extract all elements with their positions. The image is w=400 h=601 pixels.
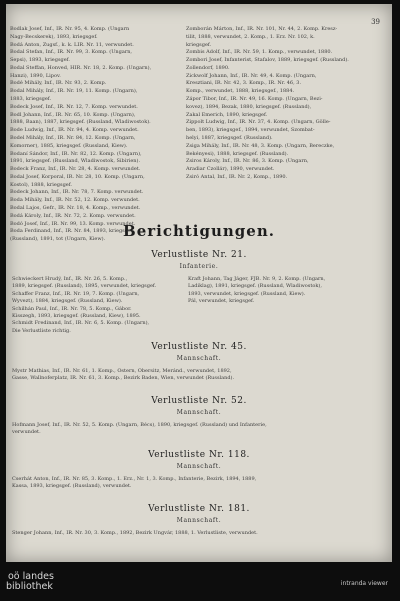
section-verlustliste-21 xyxy=(6,250,392,336)
entry-line: Wyvezt), 1884, kriegsgef. (Russland, Kiew). xyxy=(12,298,123,305)
entry-line: Zápor Tibor, Inf., IR. Nr. 49, 16. Komp. (Ungarn, Bezi- xyxy=(186,96,323,103)
section-verlustliste-181 xyxy=(6,504,392,537)
section-21-right xyxy=(188,276,384,306)
section-verlustliste-52 xyxy=(6,396,392,437)
section-verlustliste-45 xyxy=(6,342,392,383)
entry-line: Schaffer Franz, Inf., IR. Nr. 19, 7. Komp. (Ungarn, xyxy=(12,290,140,297)
section-subheading: Mannschaft. xyxy=(176,517,222,524)
entry-line: Bodal Mihály, Inf., IR. Nr. 19, 11. Komp. (Ungarn), xyxy=(10,88,138,95)
entry-line: Kassa, 1893, kriegsgef. (Russland), verwundet. xyxy=(12,483,132,490)
entry-line: Komorner), 1885, kriegsgef. (Russland, Kiew). xyxy=(10,142,128,149)
entry-line: verwundet. xyxy=(12,429,41,436)
section-118-body xyxy=(6,476,392,490)
entry-line: Mystr Mathias, Inf., IR. Nr. 61, 1. Komp., Ostern, Obersitz, Meránd., verwundet, 1892, xyxy=(12,368,232,374)
entry-line: Zomborán Márton, Inf., IR. Nr. 101, Nr. 44, 2. Komp. Kresz- xyxy=(186,26,338,32)
entry-line: Zippolt Ludwig, Inf., IR. Nr. 37, 4. Komp. (Ungarn, Gölle- xyxy=(186,119,331,126)
section-heading: Verlustliste Nr. 52. xyxy=(151,396,247,406)
section-subheading: Mannschaft. xyxy=(176,409,222,416)
section-21-left xyxy=(12,276,177,335)
entry-line: Nagy-Becskerek), 1893, kriegsgef. xyxy=(10,33,98,40)
entry-line: 1891, kriegsgef. (Russland, Wladiwostok, Sibirien). xyxy=(10,158,141,165)
entry-line: Zombori Josef, Infanterist, Stafalov, 1889, kriegsgef. (Russland). xyxy=(186,57,349,64)
section-verlustliste-118 xyxy=(6,450,392,491)
entry-line: 1893, verwundet, kriegsgef. (Russland, Kiew). xyxy=(188,290,306,297)
entry-line: Gasse, Wallnoferplatz, IR. Nr. 61, 3. Komp., Bezirk Baden, Wien, verwundet (Russland). xyxy=(12,375,235,382)
entry-line: Sepsi), 1893, kriegsgef. xyxy=(10,57,70,64)
entry-line: Zsiró Antal, Inf., IR. Nr. 2, Komp., 1890. xyxy=(186,173,288,180)
section-heading: Verlustliste Nr. 181. xyxy=(148,504,250,514)
entry-line: Komp., verwundet, 1888, kriegsgef., 1884. xyxy=(186,88,295,95)
entry-line: Cserhát Anton, Inf., IR. Nr. 85, 3. Komp., 1. Erz., Nr. 1, 3. Komp., Infanterie, Bezirk, 1894, 1889, xyxy=(12,476,257,482)
entry-line: Pál, verwundet, kriegsgef. xyxy=(188,298,255,305)
section-45-body xyxy=(6,368,392,382)
entry-line: Bodá Károly, Inf., IR. Nr. 72, 2. Komp. verwundet. xyxy=(10,212,136,219)
page-number: 39 xyxy=(371,18,380,26)
entry-line: Bodal Josef, Korporal, IR. Nr. 28, 10. Komp. (Ungarn, xyxy=(10,173,145,180)
entry-line: Schmidt Fredinand, Inf., IR. Nr. 6, 5. Komp. (Ungarn), xyxy=(12,320,150,327)
entry-line: kovez), 1894, Bezak, 1880, kriegsgef. (Russland), xyxy=(186,103,312,110)
entry-line: Boda Ferdinand, Inf., IR. Nr. 84, 1893, kriegsgef. xyxy=(10,228,135,235)
entry-line: Bode Ludwig, Inf., IR. Nr. 94, 4. Komp. verwundet. xyxy=(10,127,139,134)
entry-line: Kostol), 1888, kriegsgef. xyxy=(10,181,72,188)
entry-line: Zombis Adolf, Inf., IR. Nr. 59, 1. Komp., verwundet, 1880. xyxy=(186,49,333,56)
section-heading: Verlustliste Nr. 21. xyxy=(151,250,247,260)
section-heading: Verlustliste Nr. 118. xyxy=(148,450,250,460)
entry-line: tilit, 1888, verwundet, 2. Komp., 1. Erz. Nr. 102, k. xyxy=(186,33,315,40)
entry-line: Zollendorf, 1890. xyxy=(186,64,230,71)
entry-line: Bodl Johann, Inf., IR. Nr. 65, 10. Komp. (Ungarn), xyxy=(10,111,136,118)
entry-line: Kresztiani, IR. Nr. 42, 3. Komp., IR. Nr. 46, 3. xyxy=(186,80,302,87)
entry-line: Kraft Johann, Tag Jáger, FJB. Nr. 9, 2. Komp. (Ungarn, xyxy=(188,276,326,282)
corrections-title: Berichtigungen. xyxy=(123,222,275,240)
scanned-page xyxy=(6,4,392,562)
entry-line: Bodeck Johann, Inf., IR. Nr. 78, 7. Komp. verwundet. xyxy=(10,189,144,196)
left-column xyxy=(10,26,180,244)
entry-line: Bodá Anton, Zugsf., k. k. LIR. Nr. 11, verwundet. xyxy=(10,41,134,48)
entry-line: Bodeck Franz, Inf., IR. Nr. 28, 4. Komp. verwundet. xyxy=(10,166,141,173)
entry-line: Bodó Josef, Inf., IR. Nr. 99, 13. Komp. verwundet. xyxy=(10,220,136,227)
entry-line: Hanzi), 1890, Lipov. xyxy=(10,72,61,79)
entry-line: 1888, Baan), 1887, kriegsgef. (Russland, Wladiwostok). xyxy=(10,119,151,126)
entry-line: Zickwolf Johann, Inf., IR. Nr. 49, 4. Komp. (Ungarn, xyxy=(186,72,317,79)
entry-line: 1883, kriegsgef. xyxy=(10,96,52,103)
entry-line: (Russland), 1891, tot (Ungarn, Kiew). xyxy=(10,236,106,243)
entry-line: Bodeck Josef, Inf., IR. Nr. 12, 7. Komp. verwundet. xyxy=(10,103,138,110)
entry-line: Bekényesi), 1888, kriegsgef. (Russland). xyxy=(186,150,289,157)
entry-line: Die Verlustliste richtig. xyxy=(12,327,71,334)
entry-line: Boda Mihály, Inf., IR. Nr. 52, 12. Komp. verwundet. xyxy=(10,197,140,204)
entry-line: Bodel Mihály, Inf., IR. Nr. 84, 12. Komp. (Ungarn, xyxy=(10,134,136,141)
entry-line: Zsiros Károly, Inf., IR. Nr. 86, 3. Komp. (Ungarn, xyxy=(186,158,309,165)
entry-line: kriegsgef. xyxy=(186,41,212,48)
right-column xyxy=(186,26,384,182)
logo-line1: oö landes xyxy=(8,571,54,582)
entry-line: 1889, kriegsgef. (Russland), 1895, verwundet, kriegsgef. xyxy=(12,283,157,290)
section-subheading: Infanterie. xyxy=(179,263,219,270)
entry-line: helyi, 1887, kriegsgef. (Russland). xyxy=(186,134,273,141)
entry-line: Hofmann Josef, Inf., IR. Nr. 52, 5. Komp. (Ungarn, Bécs), 1890, kriegsgef. (Russland) und Infanterie, xyxy=(12,422,267,428)
viewer-label: intranda viewer xyxy=(340,580,388,587)
entry-line: Bodlak Josef, Inf., IR. Nr. 95, 4. Komp. (Ungarn xyxy=(10,26,130,32)
entry-line: Bodal Stefan, Inf., IR. Nr. 99, 3. Komp. (Ungarn, xyxy=(10,49,133,56)
entry-line: Zakal Emerich, 1890, kriegsgef. xyxy=(186,111,268,118)
section-heading: Verlustliste Nr. 45. xyxy=(151,342,247,352)
entry-line: Zsiga Mihály, Inf., IR. Nr. 48, 3. Komp. (Ungarn, Bereczke, xyxy=(186,142,335,149)
section-subheading: Mannschaft. xyxy=(176,355,222,362)
entry-line: Bodé Mihály, Inf., IR. Nr. 93, 2. Komp. xyxy=(10,80,107,87)
entry-line: Bodaní Sándor, Inf., IR. Nr. 82, 12. Komp. (Ungarn), xyxy=(10,150,142,157)
entry-line: Stenger Johann, Inf., IR. Nr. 30, 3. Komp., 1892, Bezirk Ungvár, 1888, 1. Verlustliste, verwundet. xyxy=(12,530,258,536)
entry-line: Kisszegh, 1893, kriegsgef. (Russland, Kiew), 1895. xyxy=(12,313,141,320)
entry-line: Schwieckert Hrudý, Inf., IR. Nr. 26, 5. Komp., xyxy=(12,276,128,282)
logo-line2: bibliothek xyxy=(6,581,53,592)
entry-line: Bodal Lajos, Gefr., IR. Nr. 18, 4. Komp., verwundet. xyxy=(10,204,141,211)
entry-line: Ladiklag), 1891, kriegsgef. (Russland, Wladiwostok), xyxy=(188,283,322,290)
section-subheading: Mannschaft. xyxy=(176,463,222,470)
entry-line: Schilhán Paul, Inf., IR. Nr. 78, 5. Komp., Gábor. xyxy=(12,305,132,312)
library-logo[interactable] xyxy=(6,572,54,592)
entry-line: Aradiar Czollár), 1890, verwundet. xyxy=(186,166,275,173)
entry-line: ben, 1893), kriegsgef., 1894, verwundet, Szombat- xyxy=(186,127,315,134)
entry-line: Bodal Steffan, Honved, HIR. Nr. 18, 2. Komp. (Ungarn), xyxy=(10,64,152,71)
section-52-body xyxy=(6,422,392,436)
section-181-body xyxy=(6,530,392,536)
